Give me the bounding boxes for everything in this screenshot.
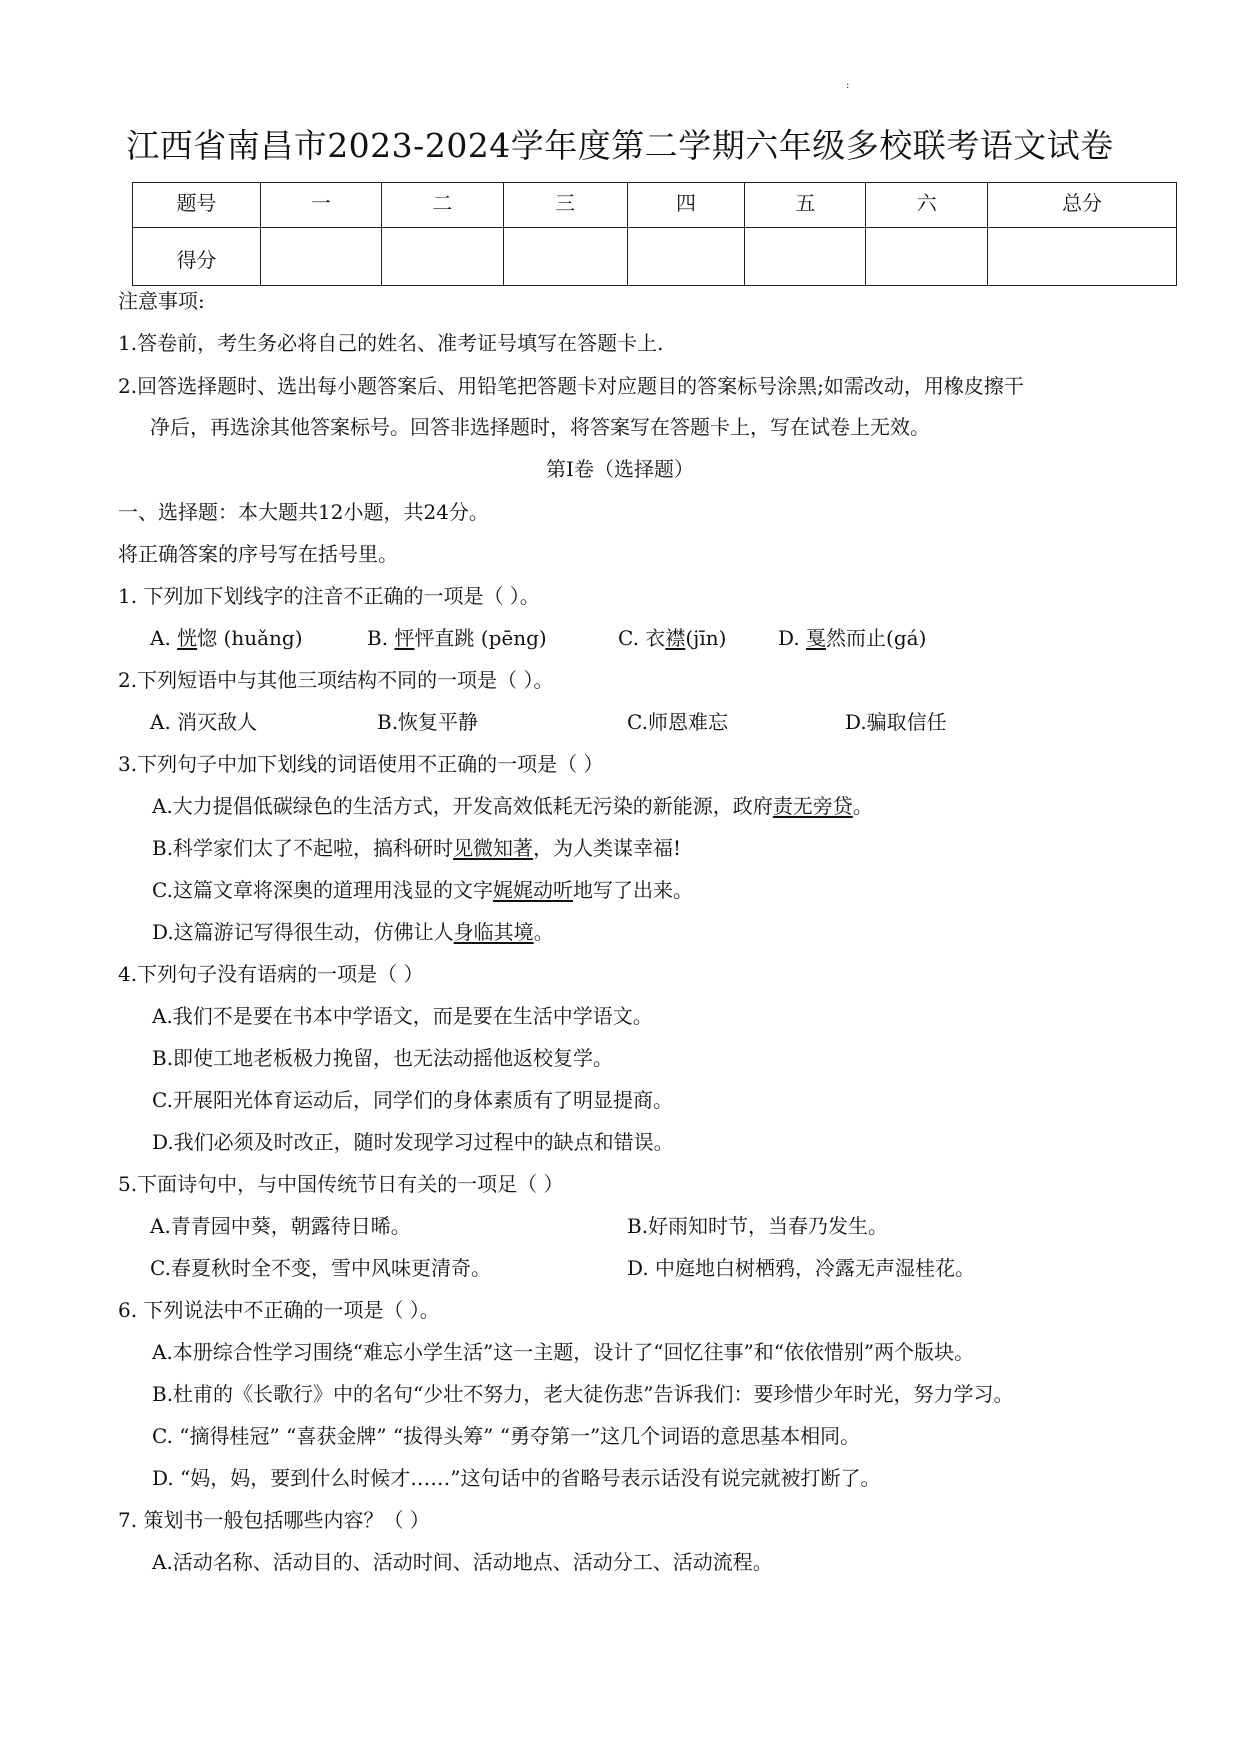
question-6-stem: 6. 下列说法中不正确的一项是（ ）。 [118, 1298, 440, 1322]
question-4-option-c: C.开展阳光体育运动后，同学们的身体素质有了明显提商。 [152, 1088, 673, 1112]
question-4-option-d: D.我们必须及时改正，随时发现学习过程中的缺点和错误。 [152, 1130, 674, 1154]
question-4-stem: 4.下列句子没有语病的一项是（ ） [118, 962, 424, 986]
part-title: 第Ⅰ卷（选择题） [546, 457, 694, 481]
score-header-cell: 四 [627, 183, 745, 228]
question-1-option-c: C. 衣襟(jīn) [618, 626, 727, 650]
score-cell[interactable] [381, 228, 503, 286]
score-header-cell: 二 [381, 183, 503, 228]
question-3-stem: 3.下列句子中加下划线的词语使用不正确的一项是（ ） [118, 752, 604, 776]
question-4-option-a: A.我们不是要在书本中学语文，而是要在生活中学语文。 [152, 1004, 653, 1028]
question-1-option-d: D. 戛然而止(gá) [778, 626, 927, 650]
question-3-option-d: D.这篇游记写得很生动，仿佛让人身临其境。 [152, 920, 554, 944]
note-2-line-1: 2.回答选择题时、选出每小题答案后、用铅笔把答题卡对应题目的答案标号涂黑;如需改动，用橡皮擦干 [118, 374, 1024, 398]
question-2-option-a: A. 消灭敌人 [150, 710, 258, 734]
question-3-option-c: C.这篇文章将深奥的道理用浅显的文字娓娓动听地写了出来。 [152, 878, 693, 902]
score-table [132, 182, 1177, 286]
score-table-header-row [133, 183, 1177, 228]
question-5-stem: 5.下面诗句中，与中国传统节日有关的一项足（ ） [118, 1172, 564, 1196]
question-6-option-b: B.杜甫的《长歌行》中的名句“少壮不努力，老大徒伤悲”告诉我们：要珍惜少年时光，努力学习。 [152, 1382, 1014, 1406]
question-3-option-b: B.科学家们太了不起啦，搞科研时见微知著，为人类谋幸福! [152, 836, 682, 860]
question-6-option-c: C. “摘得桂冠” “喜获金牌” “拔得头筹” “勇夺第一”这几个词语的意思基本相同。 [152, 1424, 861, 1448]
notes-heading: 注意事项: [118, 289, 205, 313]
score-cell[interactable] [988, 228, 1177, 286]
question-7-option-a: A.活动名称、活动目的、活动时间、活动地点、活动分工、活动流程。 [152, 1550, 773, 1574]
question-1-option-b: B. 怦怦直跳 (pēng) [367, 626, 547, 650]
question-5-option-d: D. 中庭地白树栖鸦，冷露无声湿桂花。 [627, 1256, 976, 1280]
score-header-cell: 六 [866, 183, 988, 228]
note-2-line-2: 净后，再选涂其他答案标号。回答非选择题时，将答案写在答题卡上，写在试卷上无效。 [150, 415, 930, 439]
score-cell[interactable] [627, 228, 745, 286]
question-5-option-a: A.青青园中葵，朝露待日晞。 [150, 1214, 411, 1238]
score-header-cell: 三 [503, 183, 627, 228]
score-cell[interactable] [866, 228, 988, 286]
question-1-stem: 1. 下列加下划线字的注音不正确的一项是（ ）。 [118, 584, 540, 608]
score-header-cell: 总分 [988, 183, 1177, 228]
score-table-score-row [133, 228, 1177, 286]
score-row-label: 得分 [133, 228, 261, 286]
score-cell[interactable] [745, 228, 866, 286]
question-7-stem: 7. 策划书一般包括哪些内容？（ ） [118, 1508, 430, 1532]
question-1-option-a: A. 恍惚 (huǎng) [150, 626, 303, 650]
question-2-option-c: C.师恩难忘 [627, 710, 728, 734]
score-cell[interactable] [503, 228, 627, 286]
score-header-cell: 五 [745, 183, 866, 228]
question-4-option-b: B.即使工地老板极力挽留，也无法动摇他返校复学。 [152, 1046, 614, 1070]
question-3-option-a: A.大力提倡低碳绿色的生活方式，开发高效低耗无污染的新能源，政府责无旁贷。 [152, 794, 873, 818]
question-2-stem: 2.下列短语中与其他三项结构不同的一项是（ ）。 [118, 668, 554, 692]
section-1-instruction: 将正确答案的序号写在括号里。 [118, 542, 398, 566]
header-mark: : [846, 80, 850, 91]
question-2-option-b: B.恢复平静 [377, 710, 479, 734]
exam-title: 江西省南昌市2023-2024学年度第二学期六年级多校联考语文试卷 [126, 126, 1114, 165]
question-6-option-d: D. “妈，妈，要到什么时候才……”这句话中的省略号表示话没有说完就被打断了。 [152, 1466, 881, 1490]
question-6-option-a: A.本册综合性学习围绕“难忘小学生活”这一主题，设计了“回忆往事”和“依依惜别”两个版块。 [152, 1340, 975, 1364]
question-5-option-c: C.春夏秋时全不变，雪中风味更清奇。 [150, 1256, 491, 1280]
note-1: 1.答卷前，考生务必将自己的姓名、准考证号填写在答题卡上. [118, 331, 664, 355]
section-1-heading: 一、选择题：本大题共12小题，共24分。 [118, 500, 489, 524]
score-cell[interactable] [260, 228, 381, 286]
question-2-option-d: D.骗取信任 [845, 710, 947, 734]
score-header-cell: 题号 [133, 183, 261, 228]
question-5-option-b: B.好雨知时节，当春乃发生。 [627, 1214, 889, 1238]
score-header-cell: 一 [260, 183, 381, 228]
